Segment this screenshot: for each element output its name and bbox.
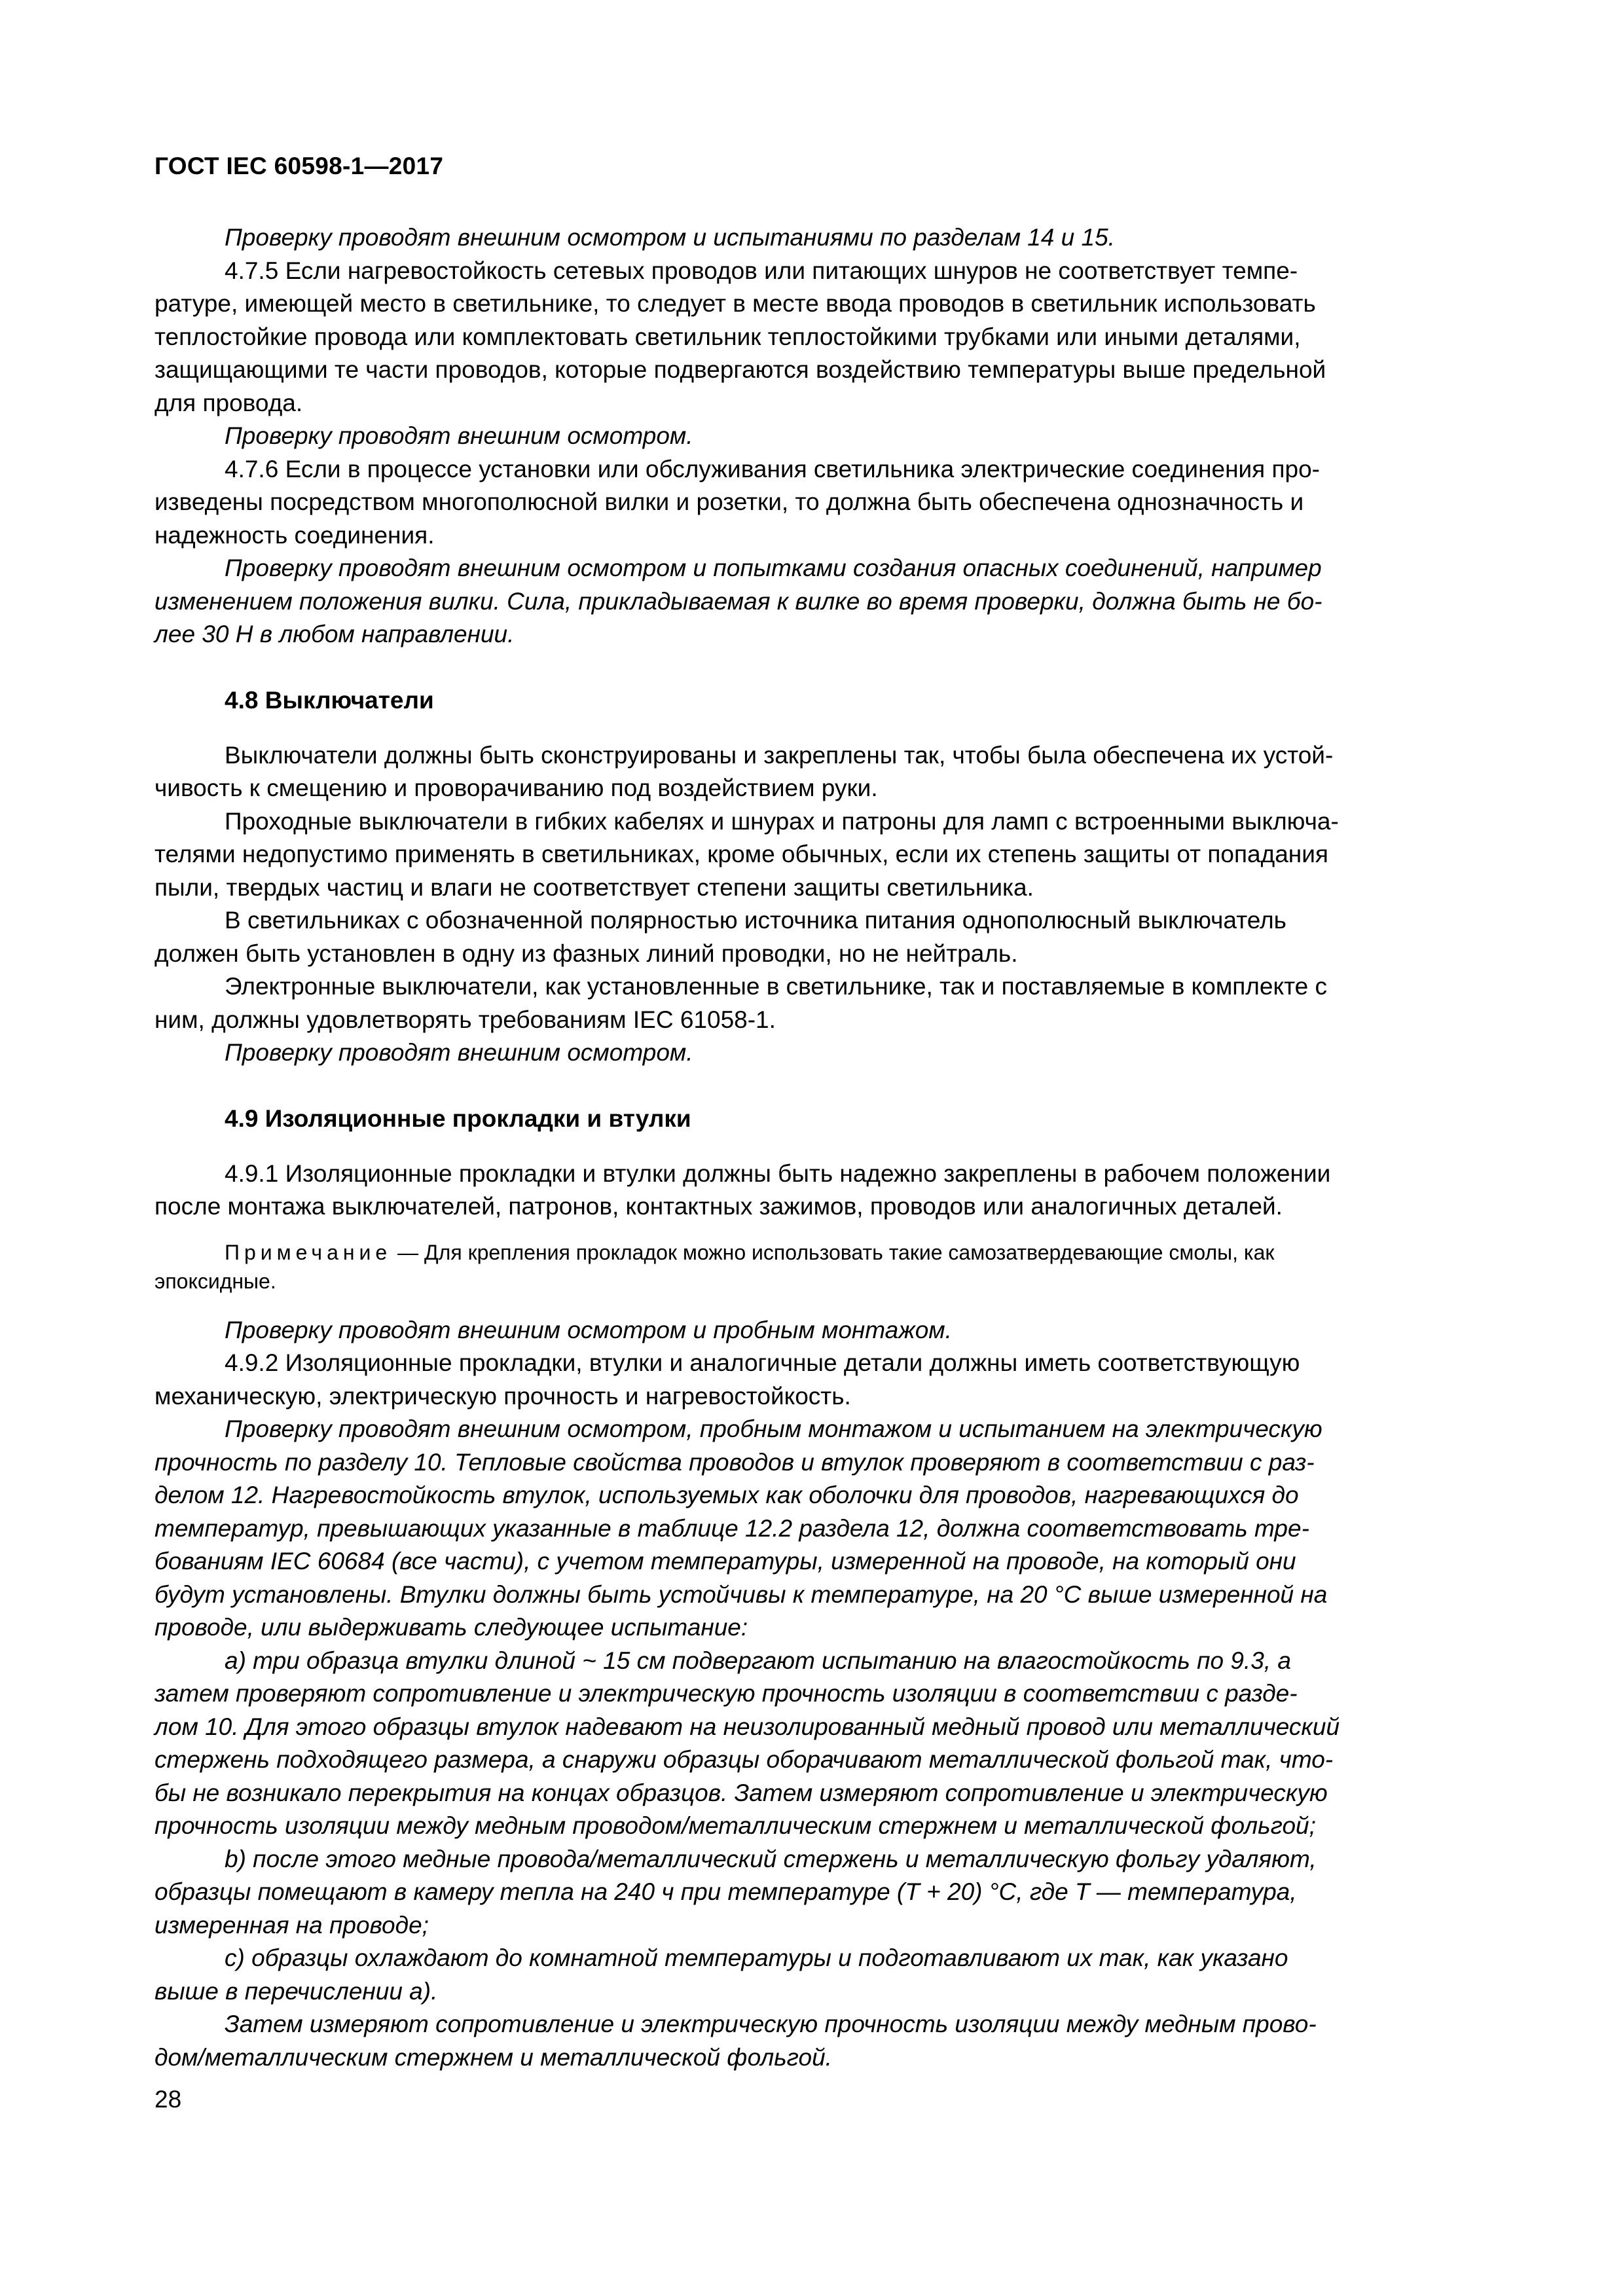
paragraph-4-9-2: 4.9.2 Изоляционные прокладки, втулки и аналогичные детали должны иметь соответствующую механическую, электрическую прочность и нагревостойкость. <box>155 1349 1300 1410</box>
paragraph-check-4-7-5: Проверку проводят внешним осмотром. <box>225 422 693 449</box>
list-item-a: a) три образца втулки длиной ~ 15 см подвергают испытанию на влагостойкость по 9.3, а затем проверяют сопротивление и электрическую прочность изоляции в соответствии с разде- лом 10. Для этого образцы втулок надевают на неизолированный медный провод или металлический стержень подходящего размера, а снаружи образцы оборачивают металлической фольгой так, что- бы не возникало перекрытия на концах образцов. Затем измеряют сопротивление и электрическую прочность изоляции между медным проводом/металлическим стержнем и металлической фольгой; <box>155 1647 1340 1839</box>
section-heading-4-9: 4.9 Изоляционные прокладки и втулки <box>225 1104 691 1132</box>
paragraph-switches-3: В светильниках с обозначенной полярностью источника питания однополюсный выключатель должен быть установлен в одну из фазных линий проводки, но не нейтраль. <box>155 907 1286 967</box>
document-header: ГОСТ IEC 60598-1—2017 <box>155 153 444 179</box>
paragraph-check-4-9-1: Проверку проводят внешним осмотром и пробным монтажом. <box>225 1316 952 1343</box>
note-text: — Для крепления прокладок можно использовать такие самозатвердевающие смолы, как эпоксидные. <box>155 1240 1275 1293</box>
paragraph-switches-4: Электронные выключатели, как установленные в светильнике, так и поставляемые в комплекте с ним, должны удовлетворять требованиям IEC 61058-1. <box>155 973 1327 1033</box>
page-number: 28 <box>155 2086 182 2113</box>
paragraph-switches-1: Выключатели должны быть сконструированы и закреплены так, чтобы была обеспечена их устой- чивость к смещению и проворачиванию под воздействием руки. <box>155 741 1334 801</box>
list-item-b: b) после этого медные провода/металлический стержень и металлическую фольгу удаляют, образцы помещают в камеру тепла на 240 ч при температуре (T + 20) °С, где Т — температура, измеренная на проводе; <box>155 1845 1317 1939</box>
paragraph-switches-2: Проходные выключатели в гибких кабелях и шнурах и патроны для ламп с встроенными выключа- телями недопустимо применять в светильниках, кроме обычных, если их степень защиты от попадания пыли, твердых частиц и влаги не соответствует степени защиты светильника. <box>155 807 1339 901</box>
paragraph-check-4-7-6: Проверку проводят внешним осмотром и попытками создания опасных соединений, например изменением положения вилки. Сила, прикладываемая к вилке во время проверки, должна быть не бо- лее 30 Н в любом направлении. <box>155 555 1322 647</box>
paragraph-final-measurement: Затем измеряют сопротивление и электрическую прочность изоляции между медным прово- дом/металлическим стержнем и металлической фольгой. <box>155 2011 1317 2071</box>
section-heading-4-8: 4.8 Выключатели <box>225 686 434 714</box>
paragraph-4-7-6: 4.7.6 Если в процессе установки или обслуживания светильника электрические соединения про- изведены посредством многополюсной вилки и розетки, то должна быть обеспечена однозначность и надежность соединения. <box>155 455 1321 549</box>
paragraph-4-7-5: 4.7.5 Если нагревостойкость сетевых проводов или питающих шнуров не соответствует темпе- ратуре, имеющей место в светильнике, то следует в месте ввода проводов в светильник использовать теплостойкие провода или комплектовать светильник теплостойкими трубками или иными деталями, защищающими те части проводов, которые подвергаются воздействию температуры выше предельной для провода. <box>155 257 1326 416</box>
note-label: Примечание <box>225 1240 392 1264</box>
note-4-9-1 <box>155 1238 1468 1296</box>
paragraph-4-9-1: 4.9.1 Изоляционные прокладки и втулки должны быть надежно закреплены в рабочем положении после монтажа выключателей, патронов, контактных зажимов, проводов или аналогичных деталей. <box>155 1159 1331 1220</box>
paragraph-check-4-9-2: Проверку проводят внешним осмотром, пробным монтажом и испытанием на электрическую прочность по разделу 10. Тепловые свойства проводов и втулок проверяют в соответствии с раз- делом 12. Нагревостойкость втулок, используемых как оболочки для проводов, нагревающихся до температур, превышающих указанные в таблице 12.2 раздела 12, должна соответствовать тре- бованиям IEC 60684 (все части), с учетом температуры, измеренной на проводе, на который они будут установлены. Втулки должны быть устойчивы к температуре, на 20 °С выше измеренной на проводе, или выдерживать следующее испытание: <box>155 1415 1328 1641</box>
page-body <box>155 221 1468 2074</box>
paragraph-check-4-7-4: Проверку проводят внешним осмотром и испытаниями по разделам 14 и 15. <box>225 224 1115 251</box>
paragraph-check-4-8: Проверку проводят внешним осмотром. <box>225 1039 693 1066</box>
list-item-c: c) образцы охлаждают до комнатной температуры и подготавливают их так, как указано выше в перечислении а). <box>155 1944 1288 2005</box>
